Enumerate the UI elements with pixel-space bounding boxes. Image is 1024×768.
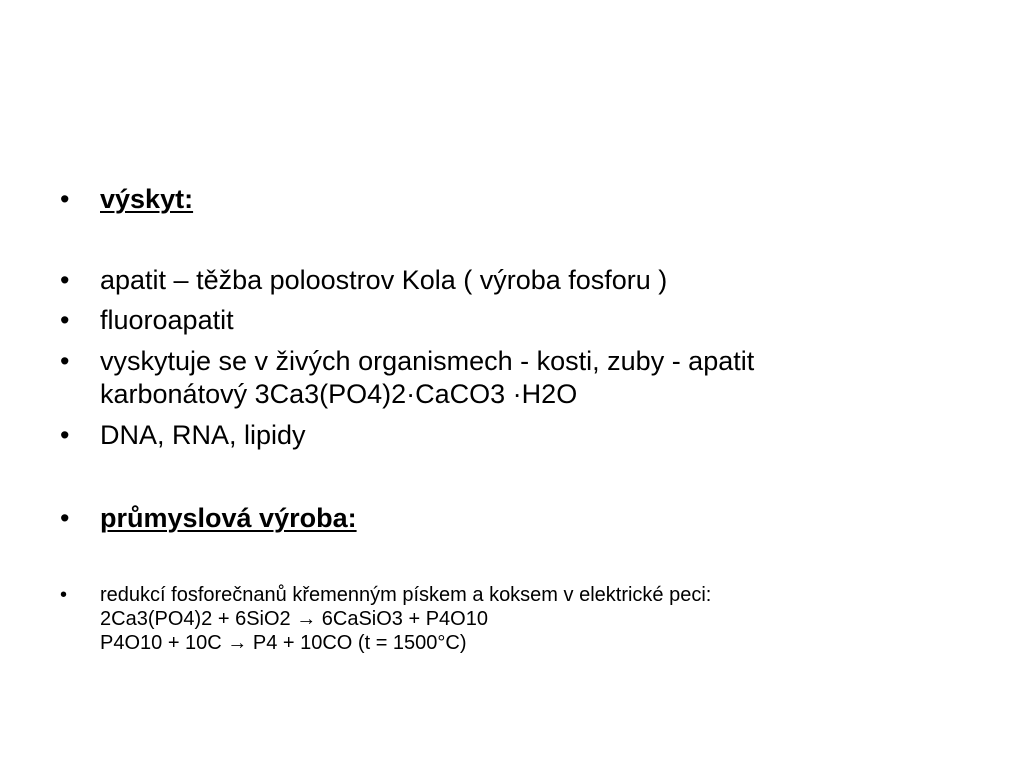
list-item-text: [100, 345, 984, 411]
bullet: •: [60, 503, 70, 533]
list-item: [60, 419, 984, 452]
heading-production-text: průmyslová výroba:: [100, 503, 357, 533]
bullet: •: [60, 265, 70, 295]
list-item: [60, 345, 984, 411]
list-item: [60, 264, 984, 297]
heading-occurrence-text: výskyt:: [100, 184, 194, 214]
bullet: •: [60, 584, 68, 606]
reaction-equation: P4O10 + 10C → P4 + 10CO (t = 1500°C): [100, 632, 467, 654]
bullet: •: [60, 305, 70, 335]
heading-production: [60, 502, 984, 535]
list-item-text: [100, 583, 984, 655]
list-item-text: apatit – těžba poloostrov Kola ( výroba fosforu ): [100, 265, 668, 295]
bullet: •: [60, 420, 70, 450]
list-item-line: vyskytuje se v živých organismech - kosti, zuby - apatit: [100, 346, 755, 376]
reaction-equation: 2Ca3(PO4)2 + 6SiO2 → 6CaSiO3 + P4O10: [100, 608, 488, 630]
bullet: •: [60, 346, 70, 376]
list-item-text: DNA, RNA, lipidy: [100, 420, 306, 450]
heading-occurrence: [60, 183, 984, 216]
list-item-line: karbonátový 3Ca3(PO4)2·CaCO3 ·H2O: [100, 379, 578, 409]
bullet: •: [60, 184, 70, 214]
list-item-text: fluoroapatit: [100, 305, 234, 335]
list-item: [60, 583, 984, 655]
process-description: redukcí fosforečnanů křemenným pískem a koksem v elektrické peci:: [100, 584, 712, 606]
list-item: [60, 304, 984, 337]
